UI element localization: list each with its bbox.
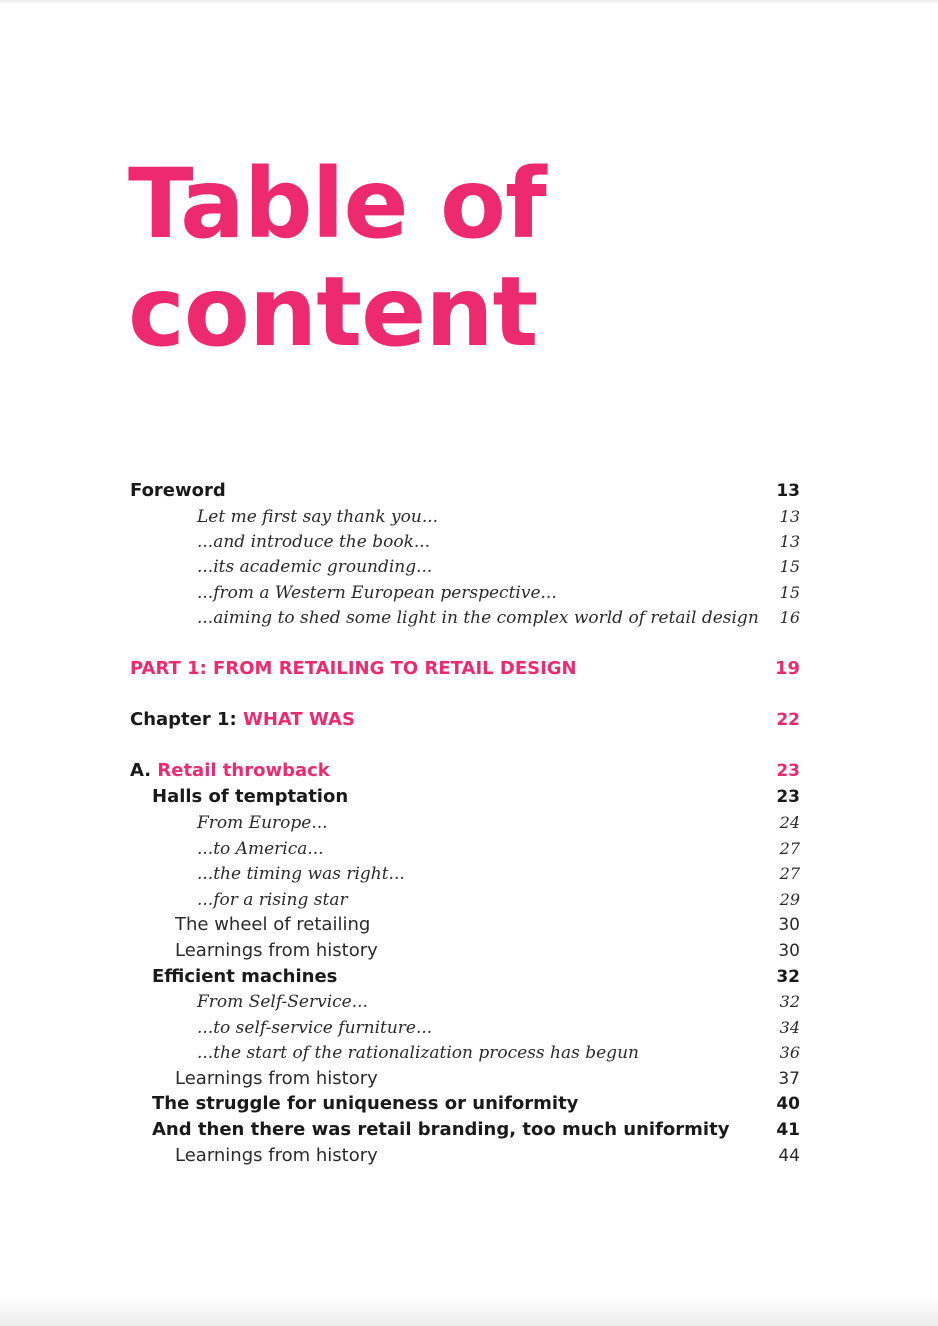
toc-entry-label: From Self-Service... (197, 992, 368, 1012)
toc-entry[interactable] (0, 1092, 938, 1116)
toc-entry-page: 37 (778, 1069, 800, 1089)
toc-entry-page: 23 (776, 761, 800, 781)
section-prefix: A. (130, 760, 158, 781)
toc-entry-label: The wheel of retailing (175, 914, 371, 935)
toc-entry-page: 13 (779, 532, 800, 551)
toc-entry-label: ...the timing was right... (197, 864, 405, 884)
chapter-prefix: Chapter 1: (130, 709, 244, 730)
toc-entry[interactable] (0, 785, 938, 809)
toc-entry[interactable] (0, 1041, 938, 1065)
toc-entry[interactable] (0, 862, 938, 886)
toc-entry[interactable] (0, 1067, 938, 1091)
toc-entry-foreword[interactable] (0, 479, 938, 503)
toc-entry-page: 32 (776, 967, 800, 987)
toc-entry-page: 13 (779, 507, 800, 526)
toc-entry-page: 41 (776, 1120, 800, 1140)
toc-entry-page: 29 (779, 890, 800, 909)
toc-entry-page: 30 (778, 941, 800, 961)
toc-entry-page: 19 (774, 658, 800, 679)
toc-entry-label: ...to self-service furniture... (197, 1018, 433, 1038)
toc-entry-label: Halls of temptation (152, 786, 349, 807)
toc-entry-label: ...aiming to shed some light in the complex world of retail design (197, 608, 759, 628)
toc-entry-label: Foreword (130, 480, 226, 501)
toc-entry-page: 36 (779, 1043, 800, 1062)
toc-entry-label (130, 759, 330, 783)
toc-entry-page: 32 (779, 992, 800, 1011)
toc-entry-label: Learnings from history (175, 1068, 378, 1089)
toc-entry-page: 22 (776, 710, 800, 730)
page-title (128, 150, 546, 366)
toc-entry[interactable] (0, 1016, 938, 1040)
toc-entry-page: 24 (779, 813, 800, 832)
toc-entry-label: And then there was retail branding, too much uniformity (152, 1119, 730, 1140)
toc-entry-page: 27 (779, 839, 800, 858)
toc-entry[interactable] (0, 888, 938, 912)
toc-entry-page: 15 (779, 583, 800, 602)
toc-entry-label: ...from a Western European perspective... (197, 583, 557, 603)
toc-entry-label: ...to America... (197, 839, 324, 859)
toc-entry[interactable] (0, 990, 938, 1014)
toc-entry-label: ...and introduce the book... (197, 532, 431, 552)
toc-entry[interactable] (0, 939, 938, 963)
page-title-line-2: content (128, 256, 538, 368)
toc-entry-page: 44 (778, 1146, 800, 1166)
toc-entry-label: Learnings from history (175, 940, 378, 961)
toc-entry[interactable] (0, 505, 938, 529)
toc-entry-label: ...its academic grounding... (197, 557, 433, 577)
toc-entry-label: ...for a rising star (197, 890, 348, 910)
toc-entry-chapter-1[interactable] (0, 708, 938, 732)
toc-entry-page: 27 (779, 864, 800, 883)
toc-entry-label (130, 708, 355, 732)
toc-entry-label: PART 1: FROM RETAILING TO RETAIL DESIGN (130, 658, 577, 679)
toc-entry-section-a[interactable] (0, 759, 938, 783)
chapter-title: WHAT WAS (243, 709, 355, 730)
toc-entry-label: Learnings from history (175, 1145, 378, 1166)
toc-entry[interactable] (0, 530, 938, 554)
toc-entry[interactable] (0, 837, 938, 861)
toc-entry-part-1[interactable] (0, 657, 938, 681)
page-bottom-edge (0, 1298, 938, 1326)
toc-entry-page: 34 (779, 1018, 800, 1037)
toc-entry[interactable] (0, 965, 938, 989)
toc-entry-label: Let me first say thank you... (197, 507, 439, 527)
toc-entry-page: 13 (776, 481, 800, 501)
toc-entry-page: 40 (776, 1094, 800, 1114)
toc-entry-page: 23 (776, 787, 800, 807)
toc-entry[interactable] (0, 811, 938, 835)
toc-entry-label: From Europe... (197, 813, 328, 833)
toc-entry-page: 15 (779, 557, 800, 576)
toc-entry[interactable] (0, 581, 938, 605)
toc-entry[interactable] (0, 1118, 938, 1142)
section-title: Retail throwback (157, 760, 330, 781)
toc-entry[interactable] (0, 555, 938, 579)
toc-entry-label: Efficient machines (152, 966, 338, 987)
toc-entry-page: 30 (778, 915, 800, 935)
toc-entry[interactable] (0, 913, 938, 937)
page-title-line-1: Table of (128, 148, 546, 260)
toc-entry[interactable] (0, 606, 938, 630)
toc-entry-page: 16 (779, 608, 800, 627)
toc-entry-label: The struggle for uniqueness or uniformity (152, 1093, 579, 1114)
page-top-edge (0, 0, 938, 4)
toc-entry-label: ...the start of the rationalization process has begun (197, 1043, 639, 1063)
toc-entry[interactable] (0, 1144, 938, 1168)
